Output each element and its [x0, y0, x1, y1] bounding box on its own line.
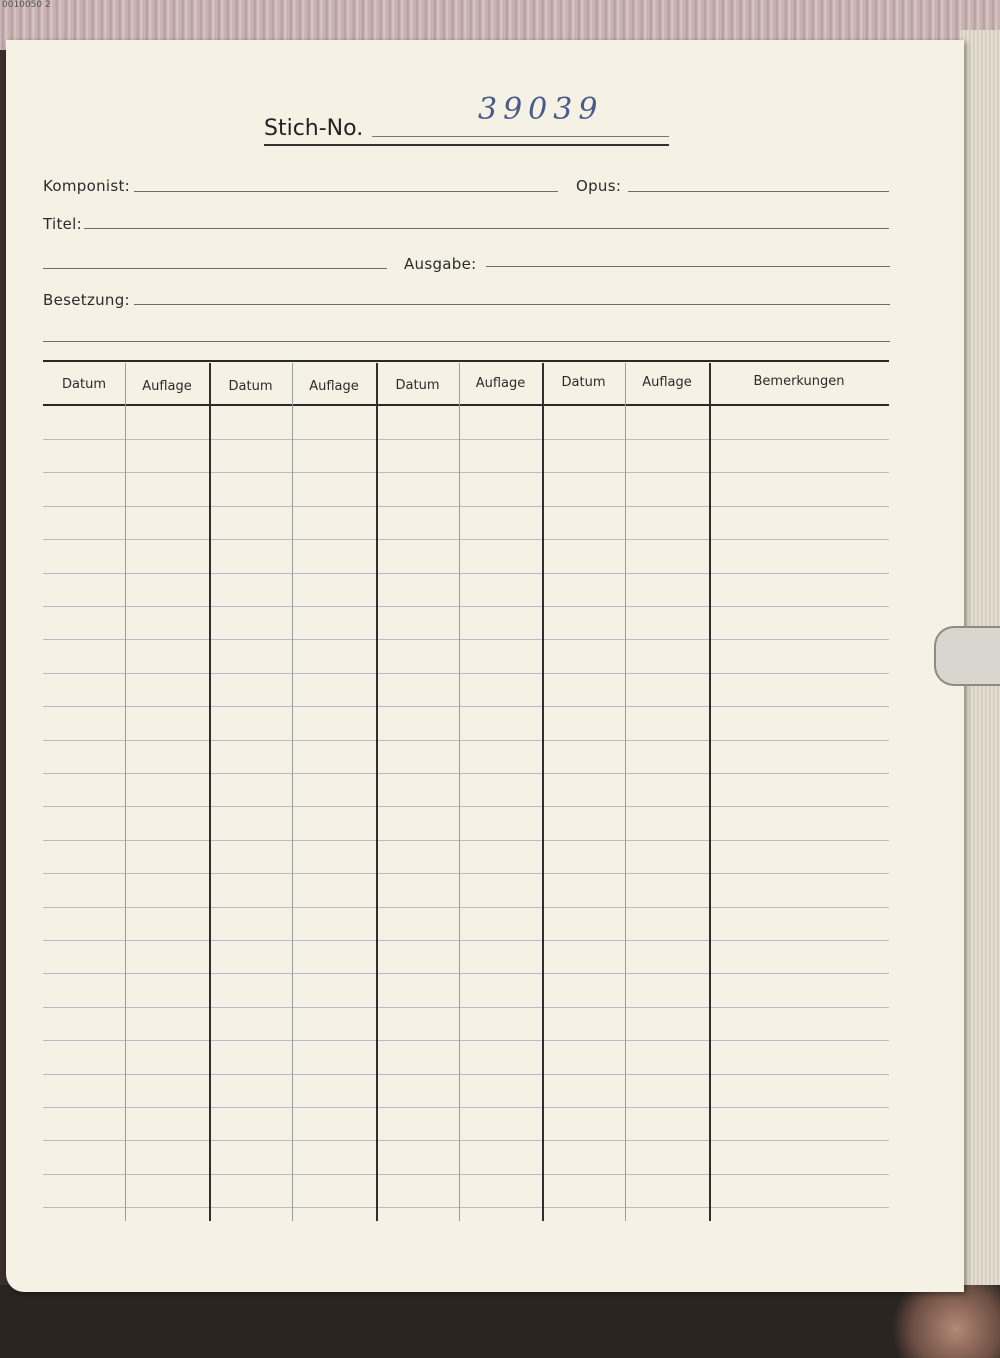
table-row-rule: [43, 506, 889, 507]
table-top-rule: [43, 360, 889, 362]
opus-field[interactable]: [628, 191, 889, 192]
table-header-rule: [43, 404, 889, 406]
table-column-divider-minor: [625, 363, 626, 1221]
komponist-label: Komponist:: [43, 177, 131, 195]
table-row-rule: [43, 1207, 889, 1208]
table-row-rule: [43, 1107, 889, 1108]
ausgabe-label: Ausgabe:: [404, 255, 477, 273]
table-row-rule: [43, 539, 889, 540]
table-column-divider-major: [376, 363, 378, 1221]
table-row-rule: [43, 573, 889, 574]
page-tab: [934, 626, 1000, 686]
table-row-rule: [43, 873, 889, 874]
column-header-auflage-3: Auflage: [475, 376, 526, 391]
table-row-rule: [43, 1174, 889, 1175]
column-header-datum-2: Datum: [228, 379, 273, 394]
table-row-rule: [43, 740, 889, 741]
column-header-auflage-1: Auflage: [142, 379, 192, 394]
table-row-rule: [43, 973, 889, 974]
ausgabe-field[interactable]: [486, 266, 890, 267]
titel-label: Titel:: [43, 215, 82, 233]
table-row-rule: [43, 907, 889, 908]
column-header-auflage-4: Auflage: [642, 375, 692, 390]
stich-no-value: 39039: [478, 92, 604, 127]
column-header-datum-1: Datum: [62, 377, 106, 392]
column-header-auflage-2: Auflage: [309, 379, 359, 394]
table-column-divider-minor: [459, 363, 460, 1221]
scan-label: 0010050 2: [2, 0, 51, 10]
komponist-field[interactable]: [134, 191, 558, 192]
print-run-table: [43, 359, 891, 1224]
table-row-rule: [43, 706, 889, 707]
table-column-divider-minor: [292, 363, 293, 1221]
table-column-divider-major: [209, 363, 211, 1221]
table-row-rule: [43, 1007, 889, 1008]
table-row-rule: [43, 472, 889, 473]
opus-label: Opus:: [576, 177, 622, 195]
bottom-background: [0, 1285, 1000, 1358]
table-column-divider-minor: [125, 363, 126, 1221]
besetzung-field[interactable]: [134, 304, 890, 305]
titel-field[interactable]: [84, 228, 889, 229]
thumb: [890, 1285, 1000, 1358]
column-header-datum-4: Datum: [561, 375, 606, 390]
table-row-rule: [43, 1140, 889, 1141]
table-row-rule: [43, 773, 889, 774]
table-row-rule: [43, 806, 889, 807]
table-row-rule: [43, 606, 889, 607]
stich-no-label: Stich-No.: [264, 116, 364, 141]
table-row-rule: [43, 840, 889, 841]
column-header-datum-3: Datum: [395, 378, 440, 393]
stich-no-line: [372, 136, 669, 137]
titel-field-line-2[interactable]: [43, 268, 387, 269]
besetzung-label: Besetzung:: [43, 291, 130, 309]
stich-no-underline: [264, 144, 669, 146]
table-row-rule: [43, 1040, 889, 1041]
table-row-rule: [43, 940, 889, 941]
table-row-rule: [43, 439, 889, 440]
besetzung-field-line-2[interactable]: [43, 341, 890, 342]
table-row-rule: [43, 673, 889, 674]
table-column-divider-major: [709, 363, 711, 1221]
table-row-rule: [43, 639, 889, 640]
table-row-rule: [43, 1074, 889, 1075]
table-column-divider-major: [542, 363, 544, 1221]
column-header-bemerkungen: Bemerkungen: [753, 374, 845, 389]
